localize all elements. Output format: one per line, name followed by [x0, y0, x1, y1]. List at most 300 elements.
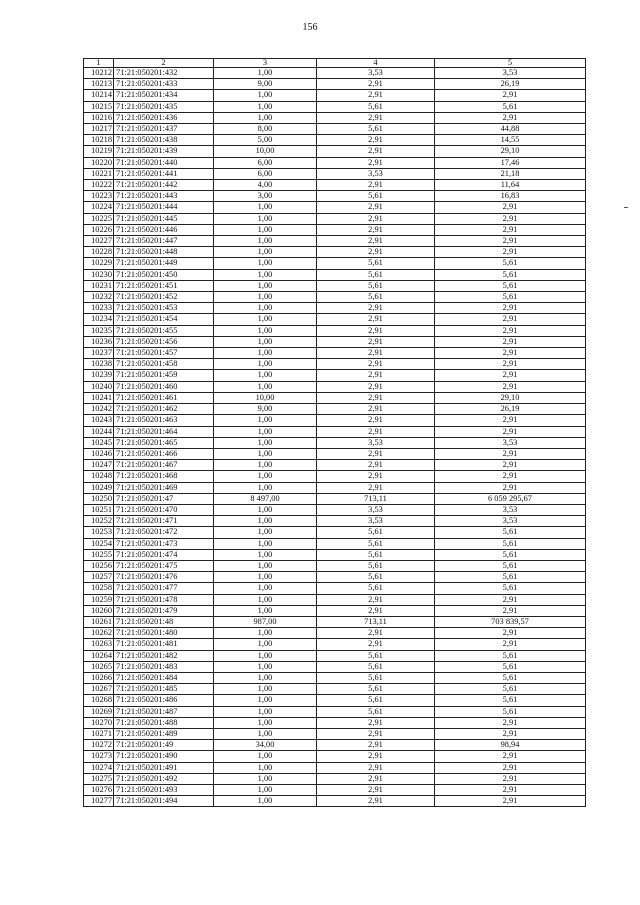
cadastral-number-cell: 71:21:050201:49 — [114, 740, 214, 751]
amount-cell: 6 059 295,67 — [435, 493, 586, 504]
amount-cell: 3,53 — [435, 504, 586, 515]
column-header-3: 3 — [214, 59, 317, 68]
amount-cell: 44,88 — [435, 124, 586, 135]
quantity-cell: 1,00 — [214, 785, 317, 796]
row-number-cell: 10222 — [84, 180, 114, 191]
rate-cell: 5,61 — [317, 560, 435, 571]
amount-cell: 2,91 — [435, 236, 586, 247]
rate-cell: 3,53 — [317, 516, 435, 527]
amount-cell: 5,61 — [435, 560, 586, 571]
cadastral-number-cell: 71:21:050201:441 — [114, 168, 214, 179]
row-number-cell: 10233 — [84, 303, 114, 314]
row-number-cell: 10276 — [84, 785, 114, 796]
table-row — [84, 426, 586, 437]
cadastral-number-cell: 71:21:050201:437 — [114, 124, 214, 135]
amount-cell: 2,91 — [435, 460, 586, 471]
rate-cell: 2,91 — [317, 348, 435, 359]
amount-cell: 2,91 — [435, 605, 586, 616]
amount-cell: 2,91 — [435, 639, 586, 650]
row-number-cell: 10243 — [84, 415, 114, 426]
cadastral-number-cell: 71:21:050201:440 — [114, 157, 214, 168]
amount-cell: 5,61 — [435, 650, 586, 661]
amount-cell: 2,91 — [435, 90, 586, 101]
amount-cell: 2,91 — [435, 224, 586, 235]
amount-cell: 2,91 — [435, 471, 586, 482]
quantity-cell: 9,00 — [214, 79, 317, 90]
amount-cell: 2,91 — [435, 762, 586, 773]
row-number-cell: 10260 — [84, 605, 114, 616]
amount-cell: 5,61 — [435, 549, 586, 560]
table-row — [84, 213, 586, 224]
amount-cell: 2,91 — [435, 796, 586, 807]
row-number-cell: 10253 — [84, 527, 114, 538]
row-number-cell: 10226 — [84, 224, 114, 235]
header-row — [84, 59, 586, 68]
cadastral-number-cell: 71:21:050201:458 — [114, 359, 214, 370]
rate-cell: 2,91 — [317, 426, 435, 437]
amount-cell: 5,61 — [435, 280, 586, 291]
row-number-cell: 10231 — [84, 280, 114, 291]
amount-cell: 2,91 — [435, 325, 586, 336]
cadastral-number-cell: 71:21:050201:461 — [114, 392, 214, 403]
quantity-cell: 1,00 — [214, 504, 317, 515]
amount-cell: 29,10 — [435, 146, 586, 157]
column-header-2: 2 — [114, 59, 214, 68]
amount-cell: 2,91 — [435, 773, 586, 784]
rate-cell: 2,91 — [317, 796, 435, 807]
amount-cell: 2,91 — [435, 381, 586, 392]
row-number-cell: 10242 — [84, 404, 114, 415]
quantity-cell: 1,00 — [214, 549, 317, 560]
rate-cell: 5,61 — [317, 706, 435, 717]
table-row — [84, 605, 586, 616]
table-row — [84, 751, 586, 762]
row-number-cell: 10214 — [84, 90, 114, 101]
row-number-cell: 10215 — [84, 101, 114, 112]
row-number-cell: 10220 — [84, 157, 114, 168]
cadastral-number-cell: 71:21:050201:47 — [114, 493, 214, 504]
rate-cell: 2,91 — [317, 314, 435, 325]
table-row — [84, 583, 586, 594]
rate-cell: 2,91 — [317, 336, 435, 347]
amount-cell: 2,91 — [435, 482, 586, 493]
rate-cell: 5,61 — [317, 258, 435, 269]
rate-cell: 2,91 — [317, 594, 435, 605]
amount-cell: 2,91 — [435, 426, 586, 437]
rate-cell: 5,61 — [317, 292, 435, 303]
table-row — [84, 785, 586, 796]
quantity-cell: 10,00 — [214, 146, 317, 157]
amount-cell: 17,46 — [435, 157, 586, 168]
table-row — [84, 180, 586, 191]
cadastral-number-cell: 71:21:050201:453 — [114, 303, 214, 314]
row-number-cell: 10263 — [84, 639, 114, 650]
table-row — [84, 448, 586, 459]
table-row — [84, 157, 586, 168]
table-row — [84, 359, 586, 370]
rate-cell: 5,61 — [317, 101, 435, 112]
rate-cell: 2,91 — [317, 90, 435, 101]
table-row — [84, 538, 586, 549]
table-row — [84, 112, 586, 123]
cadastral-number-cell: 71:21:050201:465 — [114, 437, 214, 448]
quantity-cell: 1,00 — [214, 482, 317, 493]
quantity-cell: 1,00 — [214, 381, 317, 392]
table-row — [84, 303, 586, 314]
rate-cell: 2,91 — [317, 180, 435, 191]
table-row — [84, 516, 586, 527]
table-row — [84, 269, 586, 280]
quantity-cell: 8,00 — [214, 124, 317, 135]
rate-cell: 2,91 — [317, 785, 435, 796]
rate-cell: 2,91 — [317, 146, 435, 157]
rate-cell: 5,61 — [317, 661, 435, 672]
quantity-cell: 6,00 — [214, 168, 317, 179]
amount-cell: 29,10 — [435, 392, 586, 403]
cadastral-number-cell: 71:21:050201:443 — [114, 191, 214, 202]
cadastral-number-cell: 71:21:050201:449 — [114, 258, 214, 269]
quantity-cell: 1,00 — [214, 560, 317, 571]
quantity-cell: 1,00 — [214, 359, 317, 370]
rate-cell: 2,91 — [317, 381, 435, 392]
quantity-cell: 1,00 — [214, 583, 317, 594]
rate-cell: 5,61 — [317, 538, 435, 549]
quantity-cell: 1,00 — [214, 224, 317, 235]
rate-cell: 2,91 — [317, 728, 435, 739]
row-number-cell: 10217 — [84, 124, 114, 135]
cadastral-number-cell: 71:21:050201:479 — [114, 605, 214, 616]
rate-cell: 2,91 — [317, 751, 435, 762]
rate-cell: 5,61 — [317, 650, 435, 661]
cadastral-number-cell: 71:21:050201:452 — [114, 292, 214, 303]
rate-cell: 2,91 — [317, 112, 435, 123]
rate-cell: 5,61 — [317, 695, 435, 706]
quantity-cell: 1,00 — [214, 112, 317, 123]
amount-cell: 5,61 — [435, 572, 586, 583]
cadastral-number-cell: 71:21:050201:474 — [114, 549, 214, 560]
amount-cell: 5,61 — [435, 661, 586, 672]
table-row — [84, 79, 586, 90]
row-number-cell: 10229 — [84, 258, 114, 269]
quantity-cell: 1,00 — [214, 336, 317, 347]
cadastral-number-cell: 71:21:050201:473 — [114, 538, 214, 549]
cadastral-number-cell: 71:21:050201:477 — [114, 583, 214, 594]
row-number-cell: 10213 — [84, 79, 114, 90]
amount-cell: 26,19 — [435, 79, 586, 90]
rate-cell: 5,61 — [317, 549, 435, 560]
rate-cell: 2,91 — [317, 605, 435, 616]
cadastral-number-cell: 71:21:050201:470 — [114, 504, 214, 515]
quantity-cell: 1,00 — [214, 650, 317, 661]
rate-cell: 5,61 — [317, 191, 435, 202]
row-number-cell: 10219 — [84, 146, 114, 157]
row-number-cell: 10235 — [84, 325, 114, 336]
row-number-cell: 10269 — [84, 706, 114, 717]
table-row — [84, 124, 586, 135]
row-number-cell: 10275 — [84, 773, 114, 784]
table-row — [84, 135, 586, 146]
rate-cell: 2,91 — [317, 448, 435, 459]
rate-cell: 2,91 — [317, 460, 435, 471]
cadastral-number-cell: 71:21:050201:438 — [114, 135, 214, 146]
row-number-cell: 10240 — [84, 381, 114, 392]
quantity-cell: 1,00 — [214, 605, 317, 616]
quantity-cell: 1,00 — [214, 594, 317, 605]
rate-cell: 2,91 — [317, 404, 435, 415]
table-row — [84, 616, 586, 627]
cadastral-number-cell: 71:21:050201:472 — [114, 527, 214, 538]
row-number-cell: 10247 — [84, 460, 114, 471]
quantity-cell: 1,00 — [214, 661, 317, 672]
rate-cell: 2,91 — [317, 157, 435, 168]
table-row — [84, 527, 586, 538]
table-row — [84, 504, 586, 515]
amount-cell: 2,91 — [435, 415, 586, 426]
rate-cell: 2,91 — [317, 482, 435, 493]
cadastral-number-cell: 71:21:050201:455 — [114, 325, 214, 336]
row-number-cell: 10228 — [84, 247, 114, 258]
cadastral-number-cell: 71:21:050201:481 — [114, 639, 214, 650]
cadastral-number-cell: 71:21:050201:454 — [114, 314, 214, 325]
page-number: 156 — [302, 22, 318, 33]
quantity-cell: 1,00 — [214, 751, 317, 762]
rate-cell: 5,61 — [317, 269, 435, 280]
table-row — [84, 661, 586, 672]
quantity-cell: 4,00 — [214, 180, 317, 191]
quantity-cell: 1,00 — [214, 213, 317, 224]
cadastral-number-cell: 71:21:050201:494 — [114, 796, 214, 807]
rate-cell: 5,61 — [317, 684, 435, 695]
cadastral-number-cell: 71:21:050201:448 — [114, 247, 214, 258]
amount-cell: 5,61 — [435, 527, 586, 538]
cadastral-number-cell: 71:21:050201:462 — [114, 404, 214, 415]
cadastral-number-cell: 71:21:050201:487 — [114, 706, 214, 717]
table-row — [84, 381, 586, 392]
row-number-cell: 10232 — [84, 292, 114, 303]
row-number-cell: 10256 — [84, 560, 114, 571]
column-header-1: 1 — [84, 59, 114, 68]
cadastral-number-cell: 71:21:050201:463 — [114, 415, 214, 426]
amount-cell: 26,19 — [435, 404, 586, 415]
amount-cell: 5,61 — [435, 583, 586, 594]
amount-cell: 2,91 — [435, 202, 586, 213]
table-row — [84, 348, 586, 359]
row-number-cell: 10270 — [84, 717, 114, 728]
quantity-cell: 1,00 — [214, 762, 317, 773]
rate-cell: 2,91 — [317, 415, 435, 426]
amount-cell: 5,61 — [435, 269, 586, 280]
cadastral-number-cell: 71:21:050201:484 — [114, 672, 214, 683]
quantity-cell: 1,00 — [214, 639, 317, 650]
row-number-cell: 10224 — [84, 202, 114, 213]
rate-cell: 2,91 — [317, 359, 435, 370]
table-row — [84, 68, 586, 79]
row-number-cell: 10268 — [84, 695, 114, 706]
amount-cell: 2,91 — [435, 112, 586, 123]
amount-cell: 2,91 — [435, 303, 586, 314]
amount-cell: 2,91 — [435, 448, 586, 459]
table-row — [84, 728, 586, 739]
table-row — [84, 706, 586, 717]
table-row — [84, 740, 586, 751]
amount-cell: 2,91 — [435, 348, 586, 359]
amount-cell: 98,94 — [435, 740, 586, 751]
row-number-cell: 10262 — [84, 628, 114, 639]
quantity-cell: 1,00 — [214, 717, 317, 728]
table-row — [84, 258, 586, 269]
cadastral-number-cell: 71:21:050201:432 — [114, 68, 214, 79]
quantity-cell: 1,00 — [214, 706, 317, 717]
table-row — [84, 280, 586, 291]
table-row — [84, 404, 586, 415]
row-number-cell: 10251 — [84, 504, 114, 515]
rate-cell: 2,91 — [317, 740, 435, 751]
table-row — [84, 224, 586, 235]
quantity-cell: 1,00 — [214, 348, 317, 359]
rate-cell: 3,53 — [317, 504, 435, 515]
quantity-cell: 1,00 — [214, 516, 317, 527]
rate-cell: 2,91 — [317, 762, 435, 773]
row-number-cell: 10274 — [84, 762, 114, 773]
cadastral-number-cell: 71:21:050201:467 — [114, 460, 214, 471]
cadastral-number-cell: 71:21:050201:450 — [114, 269, 214, 280]
amount-cell: 2,91 — [435, 336, 586, 347]
quantity-cell: 1,00 — [214, 415, 317, 426]
row-number-cell: 10238 — [84, 359, 114, 370]
row-number-cell: 10225 — [84, 213, 114, 224]
row-number-cell: 10246 — [84, 448, 114, 459]
row-number-cell: 10273 — [84, 751, 114, 762]
cadastral-number-cell: 71:21:050201:491 — [114, 762, 214, 773]
rate-cell: 2,91 — [317, 471, 435, 482]
rate-cell: 5,61 — [317, 672, 435, 683]
amount-cell: 703 839,57 — [435, 616, 586, 627]
cadastral-number-cell: 71:21:050201:447 — [114, 236, 214, 247]
row-number-cell: 10249 — [84, 482, 114, 493]
table-row — [84, 594, 586, 605]
row-number-cell: 10271 — [84, 728, 114, 739]
rate-cell: 2,91 — [317, 628, 435, 639]
table-row — [84, 684, 586, 695]
cadastral-number-cell: 71:21:050201:468 — [114, 471, 214, 482]
quantity-cell: 3,00 — [214, 191, 317, 202]
amount-cell: 2,91 — [435, 751, 586, 762]
quantity-cell: 1,00 — [214, 101, 317, 112]
cadastral-number-cell: 71:21:050201:466 — [114, 448, 214, 459]
amount-cell: 2,91 — [435, 370, 586, 381]
amount-cell: 2,91 — [435, 785, 586, 796]
column-header-5: 5 — [435, 59, 586, 68]
rate-cell: 713,11 — [317, 616, 435, 627]
row-number-cell: 10257 — [84, 572, 114, 583]
cadastral-number-cell: 71:21:050201:456 — [114, 336, 214, 347]
row-number-cell: 10218 — [84, 135, 114, 146]
rate-cell: 2,91 — [317, 303, 435, 314]
rate-cell: 2,91 — [317, 247, 435, 258]
row-number-cell: 10227 — [84, 236, 114, 247]
amount-cell: 2,91 — [435, 717, 586, 728]
row-number-cell: 10264 — [84, 650, 114, 661]
cadastral-number-cell: 71:21:050201:445 — [114, 213, 214, 224]
row-number-cell: 10250 — [84, 493, 114, 504]
quantity-cell: 1,00 — [214, 90, 317, 101]
rate-cell: 713,11 — [317, 493, 435, 504]
rate-cell: 2,91 — [317, 717, 435, 728]
table-row — [84, 146, 586, 157]
table-row — [84, 292, 586, 303]
table-row — [84, 370, 586, 381]
table-row — [84, 572, 586, 583]
quantity-cell: 1,00 — [214, 728, 317, 739]
amount-cell: 5,61 — [435, 672, 586, 683]
amount-cell: 3,53 — [435, 437, 586, 448]
amount-cell: 11,64 — [435, 180, 586, 191]
table-row — [84, 717, 586, 728]
quantity-cell: 1,00 — [214, 269, 317, 280]
row-number-cell: 10272 — [84, 740, 114, 751]
quantity-cell: 1,00 — [214, 572, 317, 583]
cadastral-number-cell: 71:21:050201:475 — [114, 560, 214, 571]
quantity-cell: 9,00 — [214, 404, 317, 415]
amount-cell: 5,61 — [435, 292, 586, 303]
rate-cell: 3,53 — [317, 437, 435, 448]
amount-cell: 21,18 — [435, 168, 586, 179]
table-row — [84, 762, 586, 773]
table-row — [84, 493, 586, 504]
quantity-cell: 10,00 — [214, 392, 317, 403]
quantity-cell: 1,00 — [214, 314, 317, 325]
amount-cell: 2,91 — [435, 247, 586, 258]
rate-cell: 2,91 — [317, 392, 435, 403]
cadastral-number-cell: 71:21:050201:446 — [114, 224, 214, 235]
rate-cell: 2,91 — [317, 202, 435, 213]
row-number-cell: 10254 — [84, 538, 114, 549]
table-row — [84, 247, 586, 258]
amount-cell: 5,61 — [435, 538, 586, 549]
quantity-cell: 1,00 — [214, 426, 317, 437]
quantity-cell: 1,00 — [214, 292, 317, 303]
rate-cell: 5,61 — [317, 527, 435, 538]
row-number-cell: 10248 — [84, 471, 114, 482]
rate-cell: 2,91 — [317, 79, 435, 90]
table-row — [84, 672, 586, 683]
table-row — [84, 482, 586, 493]
table-body — [84, 68, 586, 807]
cadastral-number-cell: 71:21:050201:460 — [114, 381, 214, 392]
quantity-cell: 1,00 — [214, 247, 317, 258]
cadastral-number-cell: 71:21:050201:457 — [114, 348, 214, 359]
row-number-cell: 10267 — [84, 684, 114, 695]
quantity-cell: 5,00 — [214, 135, 317, 146]
amount-cell: 2,91 — [435, 359, 586, 370]
amount-cell: 2,91 — [435, 628, 586, 639]
quantity-cell: 1,00 — [214, 628, 317, 639]
cadastral-number-cell: 71:21:050201:439 — [114, 146, 214, 157]
rate-cell: 5,61 — [317, 124, 435, 135]
rate-cell: 3,53 — [317, 168, 435, 179]
quantity-cell: 1,00 — [214, 448, 317, 459]
cadastral-number-cell: 71:21:050201:492 — [114, 773, 214, 784]
cadastral-number-cell: 71:21:050201:493 — [114, 785, 214, 796]
table-row — [84, 336, 586, 347]
row-number-cell: 10245 — [84, 437, 114, 448]
table-row — [84, 650, 586, 661]
quantity-cell: 1,00 — [214, 303, 317, 314]
quantity-cell: 1,00 — [214, 460, 317, 471]
cadastral-number-cell: 71:21:050201:442 — [114, 180, 214, 191]
amount-cell: 2,91 — [435, 314, 586, 325]
quantity-cell: 1,00 — [214, 695, 317, 706]
